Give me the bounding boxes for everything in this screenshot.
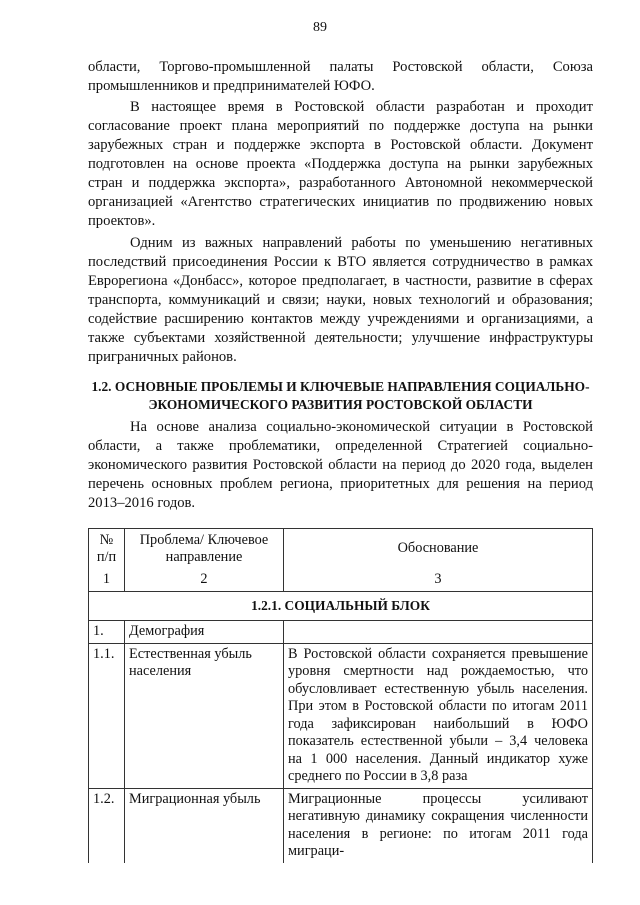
table-row: [89, 788, 593, 863]
row-number: 1.2.: [89, 788, 125, 863]
paragraph-3: [88, 234, 593, 367]
paragraph-2-text: В настоящее время в Ростовской области разработан и проходит согласование проект плана мероприятий по поддержке доступа на рынки зарубежных стран и поддержке экспорта в Ростовской области. Документ подготовлен на основе проекта «Поддержка доступа на рынки зарубежных стран и поддержка экспорта», разработанного Автономной некоммерческой организацией «Агентство стратегических инициатив по продвижению новых проектов».: [88, 99, 593, 229]
row-number: 1.: [89, 621, 125, 644]
page-number: 89: [313, 20, 327, 35]
table-block-title-row: [89, 592, 593, 621]
row-justification: Миграционные процессы усиливают негативную динамику сокращения численности населения в регионе: по итогам 2011 года миграци-: [284, 788, 593, 863]
problems-table: [88, 528, 593, 863]
section-title: 1.2. ОСНОВНЫЕ ПРОБЛЕМЫ И КЛЮЧЕВЫЕ НАПРАВЛЕНИЯ СОЦИАЛЬНО-ЭКОНОМИЧЕСКОГО РАЗВИТИЯ РОСТОВСКОЙ ОБЛАСТИ: [91, 379, 590, 412]
paragraph-2: [88, 98, 593, 231]
row-justification: [284, 621, 593, 644]
paragraph-1-text: области, Торгово-промышленной палаты Ростовской области, Союза промышленников и предпринимателей ЮФО.: [88, 59, 593, 94]
table-row: [89, 621, 593, 644]
table-column-numbers-row: [89, 569, 593, 592]
row-problem: Демография: [125, 621, 284, 644]
intro-paragraph: [88, 418, 593, 513]
intro-paragraph-text: На основе анализа социально-экономической ситуации в Ростовской области, а также проблематики, определенной Стратегией социально-экономического развития Ростовской области на период до 2020 года, выделен перечень основных проблем региона, приоритетных для решения на период 2013–2016 годов.: [88, 419, 593, 511]
header-problem: Проблема/ Ключевое направление: [125, 529, 284, 570]
block-title: 1.2.1. СОЦИАЛЬНЫЙ БЛОК: [89, 592, 593, 621]
row-problem: Миграционная убыль: [125, 788, 284, 863]
row-number: 1.1.: [89, 643, 125, 788]
column-number-1: 1: [89, 569, 125, 592]
table-row: [89, 643, 593, 788]
row-problem: Естественная убыль населения: [125, 643, 284, 788]
table-header-row: [89, 529, 593, 570]
paragraph-1: [88, 58, 593, 96]
paragraph-3-text: Одним из важных направлений работы по уменьшению негативных последствий присоединения России к ВТО является сотрудничество в рамках Еврорегиона «Донбасс», которое предполагает, в частности, развитие в сферах транспорта, коммуникаций и связи; науки, новых технологий и образования; содействие расширению контактов между учреждениями и организациями, а также субъектами хозяйственной деятельности; улучшение инфраструктуры приграничных районов.: [88, 235, 593, 365]
row-justification: В Ростовской области сохраняется превышение уровня смертности над рождаемостью, что обусловливает естественную убыль населения. При этом в Ростовской области по итогам 2011 года зафиксирован наибольший в ЮФО показатель естественной убыли – 3,4 человека на 1 000 населения. Данный индикатор хуже среднего по России в 3,8 раза: [284, 643, 593, 788]
header-number: № п/п: [89, 529, 125, 570]
header-justification: Обоснование: [284, 529, 593, 570]
column-number-3: 3: [284, 569, 593, 592]
column-number-2: 2: [125, 569, 284, 592]
